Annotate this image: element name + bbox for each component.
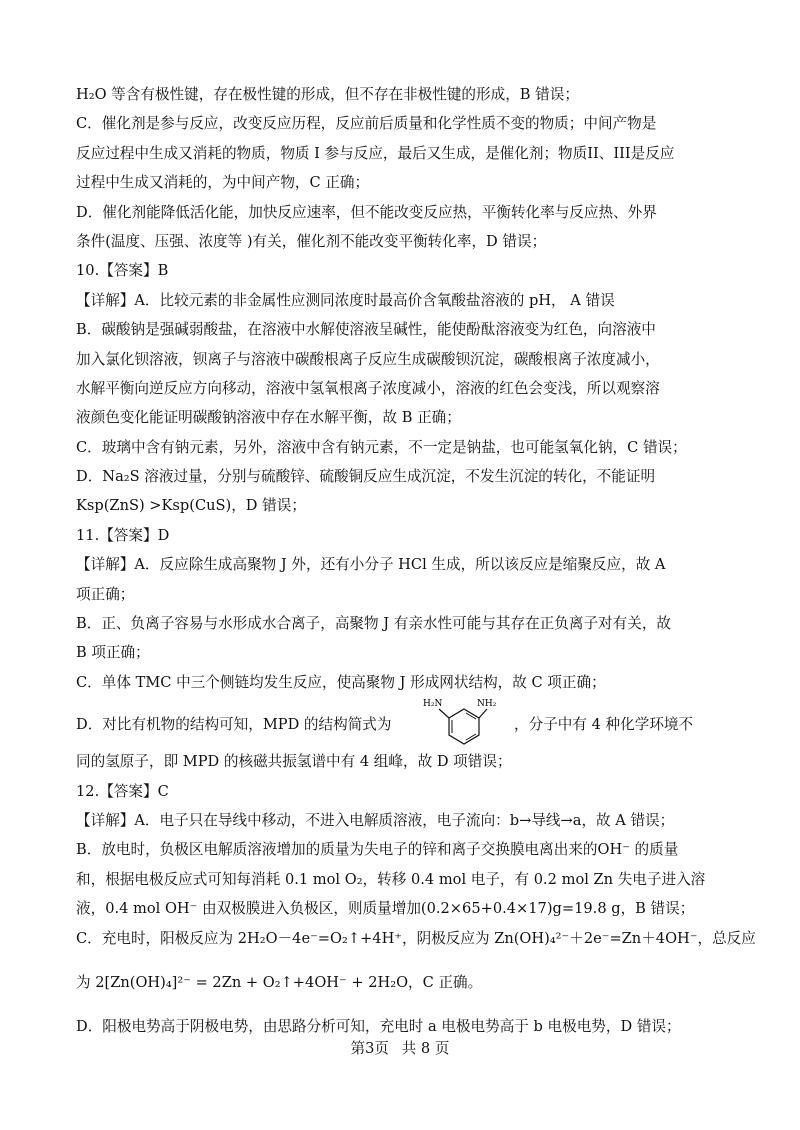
- mpd-structure-diagram: [421, 695, 507, 745]
- text-line: C．催化剂是参与反应，改变反应历程，反应前后质量和化学性质不变的物质；中间产物是: [76, 115, 657, 133]
- text-line: D．阳极电势高于阴极电势，由思路分析可知，充电时 a 电极电势高于 b 电极电势，D 错误；: [76, 1017, 681, 1035]
- page-total: 共 8 页: [401, 1040, 450, 1057]
- text-line: D．催化剂能降低活化能，加快反应速率，但不能改变反应热，平衡转化率与反应热、外界: [76, 203, 657, 221]
- text-line: B．碳酸钠是强碱弱酸盐，在溶液中水解使溶液呈碱性，能使酚酞溶液变为红色，向溶液中: [76, 321, 656, 339]
- text-line: 同的氢原子，即 MPD 的核磁共振氢谱中有 4 组峰，故 D 项错误；: [76, 753, 512, 771]
- equation-line: C．充电时，阳极反应为 2H₂O－4e⁻=O₂↑+4H⁺，阴极反应为 Zn(OH)₄²⁻＋2e⁻=Zn＋4OH⁻，总反应: [76, 929, 756, 947]
- text-line: 水解平衡向逆反应方向移动，溶液中氢氧根离子浓度减小，溶液的红色会变浅，所以观察溶: [76, 379, 660, 397]
- text-line: 反应过程中生成又消耗的物质，物质 I 参与反应，最后又生成，是催化剂；物质II、III是反应: [76, 144, 675, 162]
- page-number: 第3页: [350, 1040, 390, 1057]
- text-line: C．玻璃中含有钠元素，另外，溶液中含有钠元素，不一定是钠盐，也可能氢氧化钠，C 错误；: [76, 438, 687, 456]
- answer-content: [76, 80, 756, 1041]
- structure-line: [76, 701, 736, 747]
- text-line: 过程中生成又消耗的，为中间产物，C 正确；: [76, 174, 370, 192]
- text-line: 加入氯化钡溶液，钡离子与溶液中碳酸根离子反应生成碳酸钡沉淀，碳酸根离子浓度减小，: [76, 350, 660, 368]
- text-line: Ksp(ZnS) >Ksp(CuS)，D 错误；: [76, 497, 306, 515]
- text-line: C．单体 TMC 中三个侧链均发生反应，使高聚物 J 形成网状结构，故 C 项正确；: [76, 673, 606, 691]
- text-line: B．放电时，负极区电解质溶液增加的质量为失电子的锌和离子交换膜电离出来的OH⁻ 的质量: [76, 841, 679, 859]
- text-line: B．正、负离子容易与水形成水合离子，高聚物 J 有亲水性可能与其存在正负离子对有关，故: [76, 615, 672, 633]
- text-line: 项正确；: [76, 585, 135, 603]
- page-footer: [0, 1037, 800, 1058]
- text-line: B 项正确；: [76, 644, 150, 662]
- text-line: 【详解】A．反应除生成高聚物 J 外，还有小分子 HCl 生成，所以该反应是缩聚反应，故 A: [76, 556, 666, 574]
- equation-line: 为 2[Zn(OH)₄]²⁻ = 2Zn + O₂↑+4OH⁻ + 2H₂O，C 正确。: [76, 973, 483, 991]
- text-line: ，分子中有 4 种化学环境不: [514, 716, 694, 734]
- answer-heading-12: 12.【答案】C: [76, 782, 169, 800]
- answer-heading-10: 10.【答案】B: [76, 262, 169, 280]
- amine-label-left: H₂N: [423, 699, 443, 710]
- text-line: 液，0.4 mol OH⁻ 由双极膜进入负极区，则质量增加(0.2×65+0.4×17)g=19.8 g，B 错误；: [76, 900, 695, 918]
- text-line: D．对比有机物的结构可知，MPD 的结构简式为: [76, 716, 392, 734]
- text-line: 液颜色变化能证明碳酸钠溶液中存在水解平衡，故 B 正确；: [76, 409, 461, 427]
- text-line: 和，根据电极反应式可知每消耗 0.1 mol O₂，转移 0.4 mol 电子，有 0.2 mol Zn 失电子进入溶: [76, 870, 706, 888]
- text-line: H₂O 等含有极性键，存在极性键的形成，但不存在非极性键的形成，B 错误；: [76, 86, 579, 103]
- text-line: D．Na₂S 溶液过量，分别与硫酸锌、硫酸铜反应生成沉淀，不发生沉淀的转化，不能证明: [76, 468, 656, 486]
- text-line: 【详解】A．比较元素的非金属性应测同浓度时最高价含氧酸盐溶液的 pH， A 错误: [76, 291, 615, 309]
- amine-label-right: NH₂: [477, 699, 497, 710]
- text-line: 条件(温度、压强、浓度等 )有关，催化剂不能改变平衡转化率，D 错误；: [76, 232, 547, 250]
- text-line: 【详解】A．电子只在导线中移动，不进入电解质溶液，电子流向：b→导线→a，故 A 错误；: [76, 811, 675, 829]
- answer-heading-11: 11.【答案】D: [76, 526, 170, 544]
